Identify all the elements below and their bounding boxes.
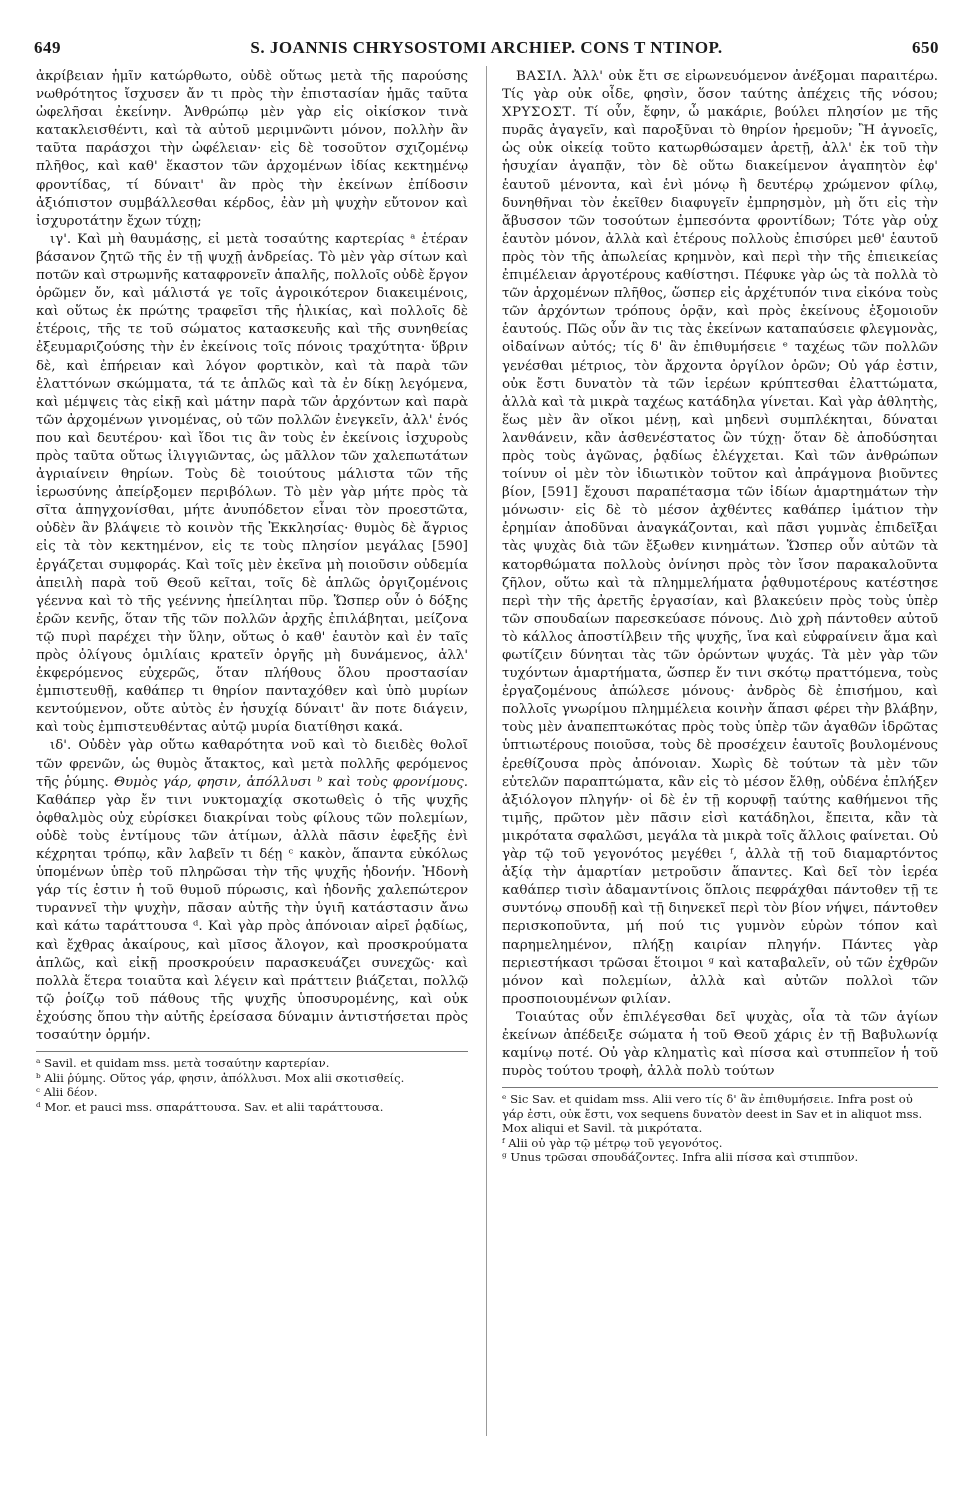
- left-column: [36, 68, 468, 1420]
- right-paragraph-1-text: Ἀλλ' οὐκ ἔτι σε εἰρωνευόμενον ἀνέξομαι παραιτέρω. Τίς γὰρ οὐκ οἶδε, φησὶν, ὅσον ταύτης ἀπέχεις τῆς νόσου;: [502, 69, 938, 103]
- left-paragraph-3-rest: Καθάπερ γὰρ ἔν τινι νυκτομαχίᾳ σκοτωθεὶς ὁ τῆς ψυχῆς ὀφθαλμὸς οὐχ εὑρίσκει διακρίναι τοὺς φίλους τῶν πολεμίων, οὐδὲ τοὺς ἐντίμους τῶν ἀτίμων, ἀλλὰ πᾶσιν ἐφεξῆς ἐνὶ κέχρηται τρόπῳ, κἂν λαβεῖν τι δέῃ ᶜ κακὸν, ἅπαντα εὐκόλως ὑπομένων ὑπὲρ τοῦ πληρῶσαι τὴν τῆς ψυχῆς ἡδονήν. Ἡδονὴ γάρ τίς ἐστιν ἡ τοῦ θυμοῦ πύρωσις, καὶ ἡδονῆς χαλεπώτερον τυραννεῖ τὴν ψυχὴν, πᾶσαν αὐτῆς τὴν ὑγιῆ κατάστασιν ἄνω καὶ κάτω ταράττουσα ᵈ. Καὶ γὰρ πρὸς ἀπόνοιαν αἱρεῖ ῥᾳδίως, καὶ ἔχθρας ἀκαίρους, καὶ μῖσος ἄλογον, καὶ προσκρούματα ἁπλῶς, καὶ εἰκῇ προσκρούειν παρασκευάζει συνεχῶς· καὶ πολλὰ ἕτερα τοιαῦτα καὶ λέγειν καὶ πράττειν βιάζεται, πολλῷ τῷ ῥοίζῳ τοῦ πάθους τῆς ψυχῆς ὑποσυρομένης, καὶ οὐκ ἐχούσης ὅπου τὴν αὐτῆς ἐρείσασα δύναμιν ἀντιστήσεται πρὸς τοσαύτην ὁρμήν.: [36, 792, 468, 1043]
- scripture-quote: Θυμὸς γάρ, φησιν, ἀπόλλυσι ᵇ καὶ τοὺς φρονίμους.: [113, 774, 468, 790]
- footnote-e: ᵉ Sic Sav. et quidam mss. Alii vero τίς δ' ἂν ἐπιθυμήσειε. Infra post οὐ γάρ ἐστι, οὐκ ἔστι, vox sequens δυνατὸν deest in Sav et in aliquot mss. Mox aliqui et Savil. τὰ μικρότατα.: [502, 1092, 923, 1136]
- speaker-basil: ΒΑΣΙΛ.: [516, 69, 568, 84]
- right-paragraph-2: Τοιαύτας οὖν ἐπιλέγεσθαι δεῖ ψυχὰς, οἷα τὰ τῶν ἁγίων ἐκείνων ἀπέδειξε σώματα ἡ τοῦ Θεοῦ χάρις ἐν τῇ Βαβυλωνίᾳ καμίνῳ ποτέ. Οὐ γὰρ κληματὶς καὶ πίσσα καὶ στυππεῖον ἡ τοῦ πυρὸς τούτου τροφὴ, ἀλλὰ πολὺ τούτων: [502, 1009, 938, 1080]
- footnote-d: ᵈ Mor. et pauci mss. σπαράττουσα. Sav. et alii ταράττουσα.: [36, 1099, 384, 1114]
- footnote-f: ᶠ Alii οὐ γὰρ τῷ μέτρῳ τοῦ γεγονότος.: [502, 1135, 723, 1150]
- right-footnotes: [502, 1087, 938, 1165]
- right-paragraph-1b-text: Τί οὖν, ἔφην, ὦ μακάριε, βούλει πλησίον με τῆς πυρᾶς ἀγαγεῖν, καὶ παροξῦναι τὸ θηρίον ἠρεμοῦν; Ἢ ἀγνοεῖς, ὡς οὐκ οἰκείᾳ τοῦτο κατωρθώσαμεν ἀρετῇ, ἀλλ' ἐκ τοῦ τὴν ἡσυχίαν ἀγαπᾷν, τὸν δὲ οὕτω διακείμενον ἀγαπητὸν ἐφ' ἑαυτοῦ μένοντα, καὶ ἑνὶ μόνῳ ἢ δευτέρῳ χρώμενον φίλῳ, δυνηθῆναι τὸν ἐκεῖθεν διαφυγεῖν ἐμπρησμὸν, μὴ ὅτι εἰς τὴν ἄβυσσον τῶν τοσούτων ἐμπεσόντα φροντίδων; Τότε γὰρ οὐχ ἑαυτὸν μόνον, ἀλλὰ καὶ ἑτέρους πολλοὺς ἐπισύρει μεθ' ἑαυτοῦ πρὸς τὸν τῆς ἀπωλείας κρημνὸν, καὶ περὶ τὴν τῆς ἐπιεικείας ἐπιμέλειαν ἀργοτέρους καθίστησι. Πέφυκε γὰρ ὡς τὰ πολλὰ τὸ τῶν ἀρχομένων πλῆθος, ὥσπερ εἰς ἀρχέτυπόν τινα εἰκόνα τοὺς τῶν ἀρχόντων τρόπους ὁρᾷν, καὶ πρὸς ἐκείνους ἐξομοιοῦν ἑαυτούς. Πῶς οὖν ἂν τις τὰς ἐκείνων καταπαύσειε φλεγμονὰς, οἰδαίνων αὐτός; τίς δ' ἂν ἐπιθυμήσειε ᵉ ταχέως τῶν πολλῶν γενέσθαι μέτριος, τὸν ἄρχοντα ὀργίλον ὁρῶν; Οὐ γάρ ἐστιν, οὐκ ἔστι δυνατὸν τὰ τῶν ἱερέων κρύπτεσθαι ἐλαττώματα, ἀλλὰ καὶ τὰ μικρὰ ταχέως κατάδηλα γίνεται. Καὶ γὰρ ἀθλητὴς, ἕως μὲν ἂν οἴκοι μένῃ, καὶ μηδενὶ συμπλέκηται, δύναται λανθάνειν, κἂν ἀσθενέστατος ὢν τύχῃ· ὅταν δὲ ἀποδύσηται πρὸς τοὺς ἀγῶνας, ῥᾳδίως ἐλέγχεται. Καὶ τῶν ἀνθρώπων τοίνυν οἱ μὲν τὸν ἰδιωτικὸν τοῦτον καὶ ἀπράγμονα βιοῦντες βίον, [591] ἔχουσι παραπέτασμα τῶν ἰδίων ἁμαρτημάτων τὴν μόνωσιν· εἰς δὲ τὸ μέσον ἀχθέντες καθάπερ ἱμάτιον τὴν ἐρημίαν ἀποδῦναι ἀναγκάζονται, καὶ πᾶσι γυμνὰς ἐπιδεῖξαι τὰς ψυχὰς διὰ τῶν ἔξωθεν κινημάτων. Ὥσπερ οὖν αὐτῶν τὰ κατορθώματα πολλοὺς ὀνίνησι πρὸς τὸν ἴσον παρακαλοῦντα ζῆλον, οὕτω καὶ τὰ πλημμελήματα ῥᾳθυμοτέρους κατέστησε περὶ τὴν τῆς ἀρετῆς ἐργασίαν, καὶ βλακεύειν πρὸς τοὺς ὑπὲρ τῶν σπουδαίων παρεσκεύασε πόνους. Διὸ χρὴ πάντοθεν αὐτοῦ τὸ κάλλος ἀποστίλβειν τῆς ψυχῆς, ἵνα καὶ εὐφραίνειν ἅμα καὶ φωτίζειν δύνηται τὰς τῶν ὁρώντων ψυχάς. Τὰ μὲν γὰρ τῶν τυχόντων ἁμαρτήματα, ὥσπερ ἔν τινι σκότῳ πραττόμενα, τοὺς ἐργαζομένους ἀπώλεσε μόνους· ἀνδρὸς δὲ ἐπισήμου, καὶ πολλοῖς γνωρίμου πλημμέλεια κοινὴν ἅπασι φέρει τὴν βλάβην, τοὺς μὲν ἀναπεπτωκότας πρὸς τοὺς ὑπὲρ τῶν ἀγαθῶν ἱδρῶτας ὑπτιωτέρους ποιοῦσα, τοὺς δὲ προσέχειν ἑαυτοῖς βουλομένους ἐρεθίζουσα πρὸς ἀπόνοιαν. Χωρὶς δὲ τούτων τὰ μὲν τῶν εὐτελῶν παραπτώματα, κἂν εἰς τὸ μέσον ἔλθῃ, οὐδένα ἐπλήξεν ἀξιόλογον πληγήν· οἱ δὲ ἐν τῇ κορυφῇ ταύτης καθήμενοι τῆς τιμῆς, πρῶτον μὲν πᾶσιν εἰσὶ κατάδηλοι, ἔπειτα, κἂν τὰ μικρότατα σφαλῶσι, μεγάλα τὰ μικρὰ τοῖς ἄλλοις φαίνεται. Οὐ γὰρ τῷ τοῦ γεγονότος μεγέθει ᶠ, ἀλλὰ τῇ τοῦ διαμαρτόντος ἀξίᾳ τὴν ἁμαρτίαν μετροῦσιν ἅπαντες. Καὶ δεῖ τὸν ἱερέα καθάπερ τισὶν ἀδαμαντίνοις ὅπλοις πεφράχθαι πάντοθεν τῇ τε συντόνῳ σπουδῇ καὶ τῇ διηνεκεῖ περὶ τὸν βίον νήψει, πάντοθεν περισκοποῦντα, μή πού τις γυμνὸν εὑρὼν τόπον καὶ παρημελημένον, πλήξῃ καιρίαν πληγήν. Πάντες γὰρ περιεστήκασι τρῶσαι ἕτοιμοι ᵍ καὶ καταβαλεῖν, οὐ τῶν ἐχθρῶν μόνον καὶ πολεμίων, ἀλλὰ καὶ αὐτῶν πολλοὶ τῶν προσποιουμένων φιλίαν.: [502, 105, 938, 1007]
- right-paragraph-1: [502, 68, 938, 1009]
- footnote-c: ᶜ Alii δέον.: [36, 1085, 98, 1100]
- page-number-right: 650: [912, 38, 939, 57]
- column-divider: [486, 66, 487, 1436]
- left-footnotes: [36, 1051, 468, 1114]
- page-number-left: 649: [34, 38, 61, 57]
- left-paragraph-3-text: ιδ'. Οὐδὲν γὰρ οὕτω καθαρότητα νοῦ καὶ τὸ διειδὲς θολοῖ τῶν φρενῶν, ὡς θυμὸς ἄτακτος, καὶ μετὰ πολλῆς φερόμενος τῆς ῥύμης.: [36, 738, 468, 790]
- footnote-b: ᵇ Alii ῥύμης. Οὕτος γάρ, φησιν, ἀπόλλυσι. Mox alii σκοτισθείς.: [36, 1070, 405, 1085]
- footnote-a: ᵃ Savil. et quidam mss. μετὰ τοσαύτην καρτερίαν.: [36, 1056, 330, 1071]
- left-paragraph-1: ἀκρίβειαν ἡμῖν κατώρθωτο, οὐδὲ οὕτως μετὰ τῆς παρούσης νωθρότητος ἴσχυσεν ἄν τι πρὸς τὴν ἐπιστασίαν ἡμᾶς ταῦτα ὠφελῆσαι ἐκείνην. Ἀνθρώπῳ μὲν γὰρ εἰς οἰκίσκον τινὰ κατακλεισθέντι, καὶ τὰ αὐτοῦ μεριμνῶντι μόνον, πολλὴν ἂν ταῦτα παράσχοι τὴν ὠφέλειαν· εἰς δὲ τοσοῦτον σχιζομένῳ πλῆθος, καὶ καθ' ἕκαστον τῶν ἀρχομένων ἰδίας κεκτημένῳ φροντίδας, τί δύναιτ' ἂν πρὸς τὴν ἐκείνων ἐπίδοσιν ἀξιόπιστον συμβάλλεσθαι κέρδος, ἐὰν μὴ ψυχὴν εὔτονον καὶ ἰσχυροτάτην ἔχων τύχῃ;: [36, 69, 468, 229]
- left-paragraph-2: ιγ'. Καὶ μὴ θαυμάσῃς, εἰ μετὰ τοσαύτης καρτερίας ᵃ ἑτέραν βάσανον ζητῶ τῆς ἐν τῇ ψυχῇ ἀνδρείας. Τὸ μὲν γὰρ σίτων καὶ ποτῶν καὶ στρωμνῆς καταφρονεῖν ἁπαλῆς, πολλοῖς οὐδὲ ἔργον ὁρῶμεν ὄν, καὶ μάλιστά γε τοῖς ἀγροικότερον διακειμένοις, καὶ οὕτως ἐκ πρώτης τραφεῖσι τῆς ἡλικίας, καὶ πολλοῖς δὲ ἑτέροις, τῆς τε τοῦ σώματος κατασκευῆς καὶ τῆς συνηθείας ἐξευμαριζούσης τὴν ἐν ἐκείνοις τοῖς πόνοις τραχύτητα· ὕβριν δὲ, καὶ ἐπήρειαν καὶ λόγον φορτικὸν, καὶ τὰ παρὰ τῶν ἐλαττόνων σκώμματα, τά τε ἁπλῶς καὶ τὰ ἐν δίκῃ λεγόμενα, καὶ μέμψεις τὰς εἰκῇ καὶ μάτην παρὰ τῶν ἀρχόντων καὶ παρὰ τῶν ἀρχομένων γινομένας, οὐ τῶν πολλῶν ἐνεγκεῖν, ἀλλ' ἑνός που καὶ δευτέρου· καὶ ἴδοι τις ἂν τοὺς ἐν ἐκείνοις ἰσχυροὺς πρὸς ταῦτα οὕτως ἰλιγγιῶντας, ὡς μᾶλλον τῶν χαλεπωτάτων ἀγριαίνειν θηρίων. Τοὺς δὲ τοιούτους μάλιστα τῶν τῆς ἱερωσύνης ἀπείρξομεν περιβόλων. Τὸ μὲν γὰρ μήτε πρὸς τὰ σῖτα ἀπηγχονίσθαι, μήτε ἀνυπόδετον εἶναι τὸν προεστῶτα, οὐδὲν ἂν βλάψειε τὸ κοινὸν τῆς Ἐκκλησίας· θυμὸς δὲ ἄγριος εἰς τὰ τὸν κεκτημένον, εἰς τε τοὺς πλησίον μεγάλας [590] ἐργάζεται συμφοράς. Καὶ τοῖς μὲν ἐκεῖνα μὴ ποιοῦσιν οὐδεμία ἀπειλὴ παρὰ τοῦ Θεοῦ κεῖται, τοῖς δὲ ἁπλῶς ὀργιζομένοις γέεννα καὶ τὸ τῆς γεέννης ἠπείληται πῦρ. Ὥσπερ οὖν ὁ δόξης ἐρῶν κενῆς, ὅταν τῆς τῶν πολλῶν ἀρχῆς ἐπιλάβηται, μείζονα τῷ πυρὶ παρέχει τὴν ὕλην, οὕτως ὁ καθ' ἑαυτὸν καὶ ἐν ταῖς πρὸς ὀλίγους ὁμιλίαις κρατεῖν ὀργῆς μὴ δυνάμενος, ἀλλ' ἐκφερόμενος εὐχερῶς, ὅταν πλήθους ὅλου προστασίαν ἐμπιστευθῇ, καθάπερ τι θηρίον πανταχόθεν καὶ ὑπὸ μυρίων κεντούμενον, οὔτε αὐτὸς ἐν ἡσυχίᾳ δύναιτ' ἂν ποτε διάγειν, καὶ τοὺς ἐμπιστευθέντας αὐτῷ μυρία διατίθησι κακά.: [36, 231, 468, 736]
- left-paragraph-3: [36, 737, 468, 1045]
- speaker-chrysostom: ΧΡΥΣΟΣΤ.: [502, 105, 577, 121]
- footnote-g: ᵍ Unus τρῶσαι σπουδάζοντες. Infra alii πίσσα καὶ στιππῦον.: [502, 1150, 859, 1165]
- running-header: [34, 36, 939, 60]
- running-title: S. JOANNIS CHRYSOSTOMI ARCHIEP. CONS T NTINOP.: [250, 38, 723, 57]
- right-column: [502, 68, 938, 1428]
